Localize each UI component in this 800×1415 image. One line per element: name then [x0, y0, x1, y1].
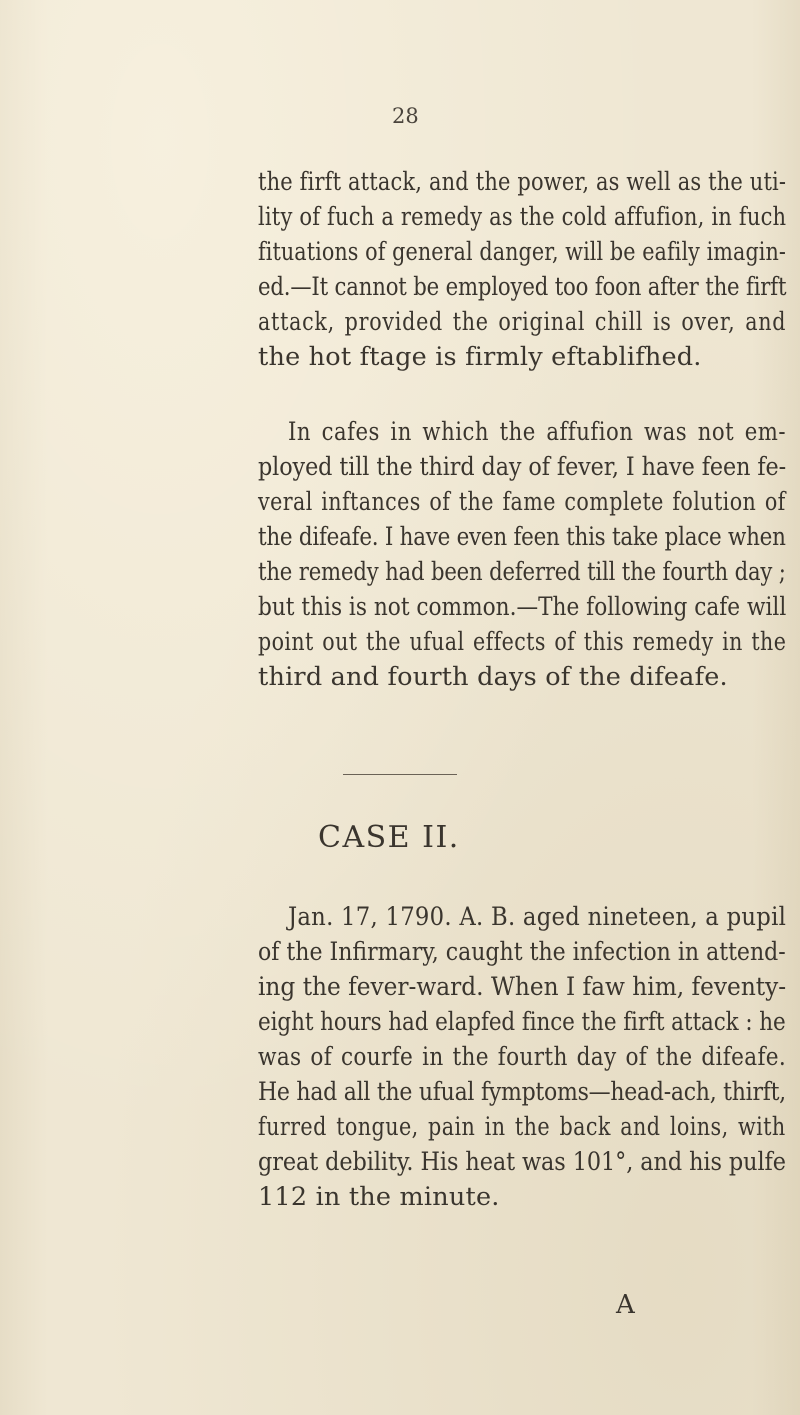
text-line: attack, provided the original chill is over, and — [258, 307, 787, 337]
text-line: the remedy had been deferred till the fourth day ; — [258, 557, 786, 587]
text-line: great debility. His heat was 101°, and his pulfe — [258, 1147, 786, 1177]
text-line: point out the ufual effects of this remedy in the — [258, 627, 787, 657]
case-heading: CASE II. — [318, 820, 460, 855]
catchword: A — [616, 1290, 635, 1320]
text-line: but this is not common.—The following cafe will — [258, 592, 787, 622]
text-line: furred tongue, pain in the back and loins, with — [258, 1112, 786, 1142]
text-line: lity of fuch a remedy as the cold affufion, in fuch — [258, 202, 787, 232]
text-line: Jan. 17, 1790. A. B. aged nineteen, a pupil — [288, 902, 787, 932]
page-number: 28 — [392, 104, 419, 128]
text-line: the hot ftage is firmly eftablifhed. — [258, 342, 702, 372]
text-line: of the Infirmary, caught the infection in attend- — [258, 937, 786, 967]
text-line: In cafes in which the affufion was not em- — [288, 417, 787, 447]
text-line: fituations of general danger, will be eafily imagin- — [258, 237, 787, 267]
text-line: He had all the ufual fymptoms—head-ach, thirft, — [258, 1077, 786, 1107]
text-line: ed.—It cannot be employed too foon after the firft — [258, 272, 787, 302]
text-line: was of courfe in the fourth day of the difeafe. — [258, 1042, 787, 1072]
text-line: the firft attack, and the power, as well as the uti- — [258, 167, 787, 197]
text-line: 112 in the minute. — [258, 1182, 500, 1212]
text-line: veral inftances of the fame complete folution of — [258, 487, 786, 517]
text-line: third and fourth days of the difeafe. — [258, 662, 728, 692]
section-divider — [343, 774, 457, 775]
text-line: eight hours had elapfed fince the firft attack : he — [258, 1007, 786, 1037]
text-line: ing the fever-ward. When I faw him, feventy- — [258, 972, 787, 1002]
text-line: ployed till the third day of fever, I have feen fe- — [258, 452, 787, 482]
text-line: the difeafe. I have even feen this take place when — [258, 522, 786, 552]
